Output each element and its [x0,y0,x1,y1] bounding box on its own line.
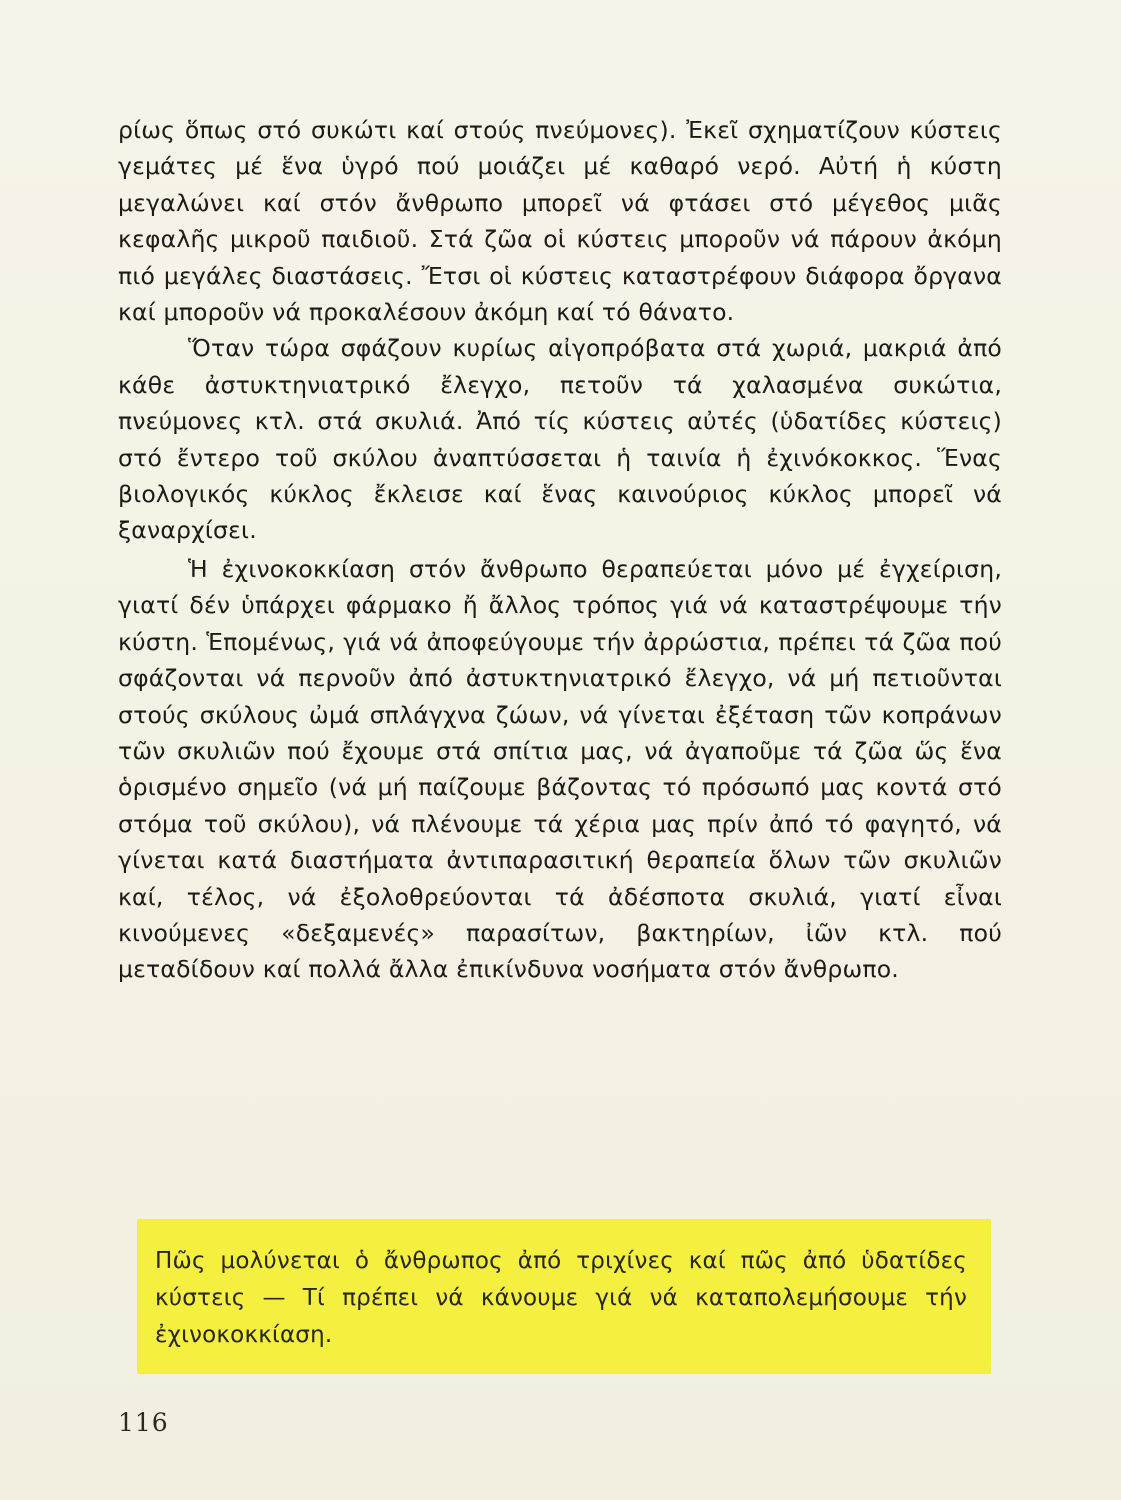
summary-text: Πῶς μολύνεται ὁ ἄνθρωπος ἀπό τριχίνες καί πῶς ἀπό ὑδατίδες κύστεις — Τί πρέπει νά κάνουμε γιά νά καταπολεμήσουμε τήν ἐχινοκοκκίαση. [155,1248,967,1348]
paragraph-prevention: Ἡ ἐχινοκοκκίαση στόν ἄνθρωπο θεραπεύεται μόνο μέ ἐγχείριση, γιατί δέν ὑπάρχει φάρμακο ἤ ἄλλος τρόπος γιά νά καταστρέψουμε τήν κύστη. Ἑπομένως, γιά νά ἀποφεύγουμε τήν ἀρρώστια, πρέπει τά ζῶα πού σφάζονται νά περνοῦν ἀπό ἀστυκτηνιατρικό ἔλεγχο, νά μή πετιοῦνται στούς σκύλους ὠμά σπλάγχνα ζώων, νά γίνεται ἐξέταση τῶν κοπράνων τῶν σκυλιῶν πού ἔχουμε στά σπίτια μας, νά ἀγαποῦμε τά ζῶα ὥς ἕνα ὁρισμένο σημεῖο (νά μή παίζουμε βάζοντας τό πρόσωπό μας κοντά στό στόμα τοῦ σκύλου), νά πλένουμε τά χέρια μας πρίν ἀπό τό φαγητό, νά γίνεται κατά διαστήματα ἀντιπαρασιτική θεραπεία ὅλων τῶν σκυλιῶν καί, τέλος, νά ἐξολοθρεύονται τά ἀδέσποτα σκυλιά, γιατί εἶναι κινούμενες «δεξαμενές» παρασίτων, βακτηρίων, ἰῶν κτλ. πού μεταδίδουν καί πολλά ἄλλα ἐπικίνδυνα νοσήματα στόν ἄνθρωπο. [118,554,1002,984]
summary-highlight-box [137,1219,991,1374]
page-number: 116 [118,1408,169,1437]
paragraph-continuation: ρίως ὅπως στό συκώτι καί στούς πνεύμονες). Ἐκεῖ σχηματίζουν κύστεις γεμάτες μέ ἕνα ὑγρό πού μοιάζει μέ καθαρό νερό. Αὐτή ἡ κύστη μεγαλώνει καί στόν ἄνθρωπο μπορεῖ νά φτάσει στό μέγεθος μιᾶς κεφαλῆς μικροῦ παιδιοῦ. Στά ζῶα οἱ κύστεις μποροῦν νά πάρουν ἀκόμη πιό μεγάλες διαστάσεις. Ἔτσι οἱ κύστεις καταστρέφουν διάφορα ὄργανα καί μποροῦν νά προκαλέσουν ἀκόμη καί τό θάνατο. [118,116,1002,327]
paragraph-slaughter: Ὅταν τώρα σφάζουν κυρίως αἰγοπρόβατα στά χωριά, μακριά ἀπό κάθε ἀστυκτηνιατρικό ἔλεγχο, πετοῦν τά χαλασμένα συκώτια, πνεύμονες κτλ. στά σκυλιά. Ἀπό τίς κύστεις αὐτές (ὑδατίδες κύστεις) στό ἔντερο τοῦ σκύλου ἀναπτύσσεται ἡ ταινία ἡ ἐχινόκοκκος. Ἕνας βιολογικός κύκλος ἔκλεισε καί ἕνας καινούριος κύκλος μπορεῖ νά ξαναρχίσει. [118,334,1002,545]
body-text [118,112,1002,988]
